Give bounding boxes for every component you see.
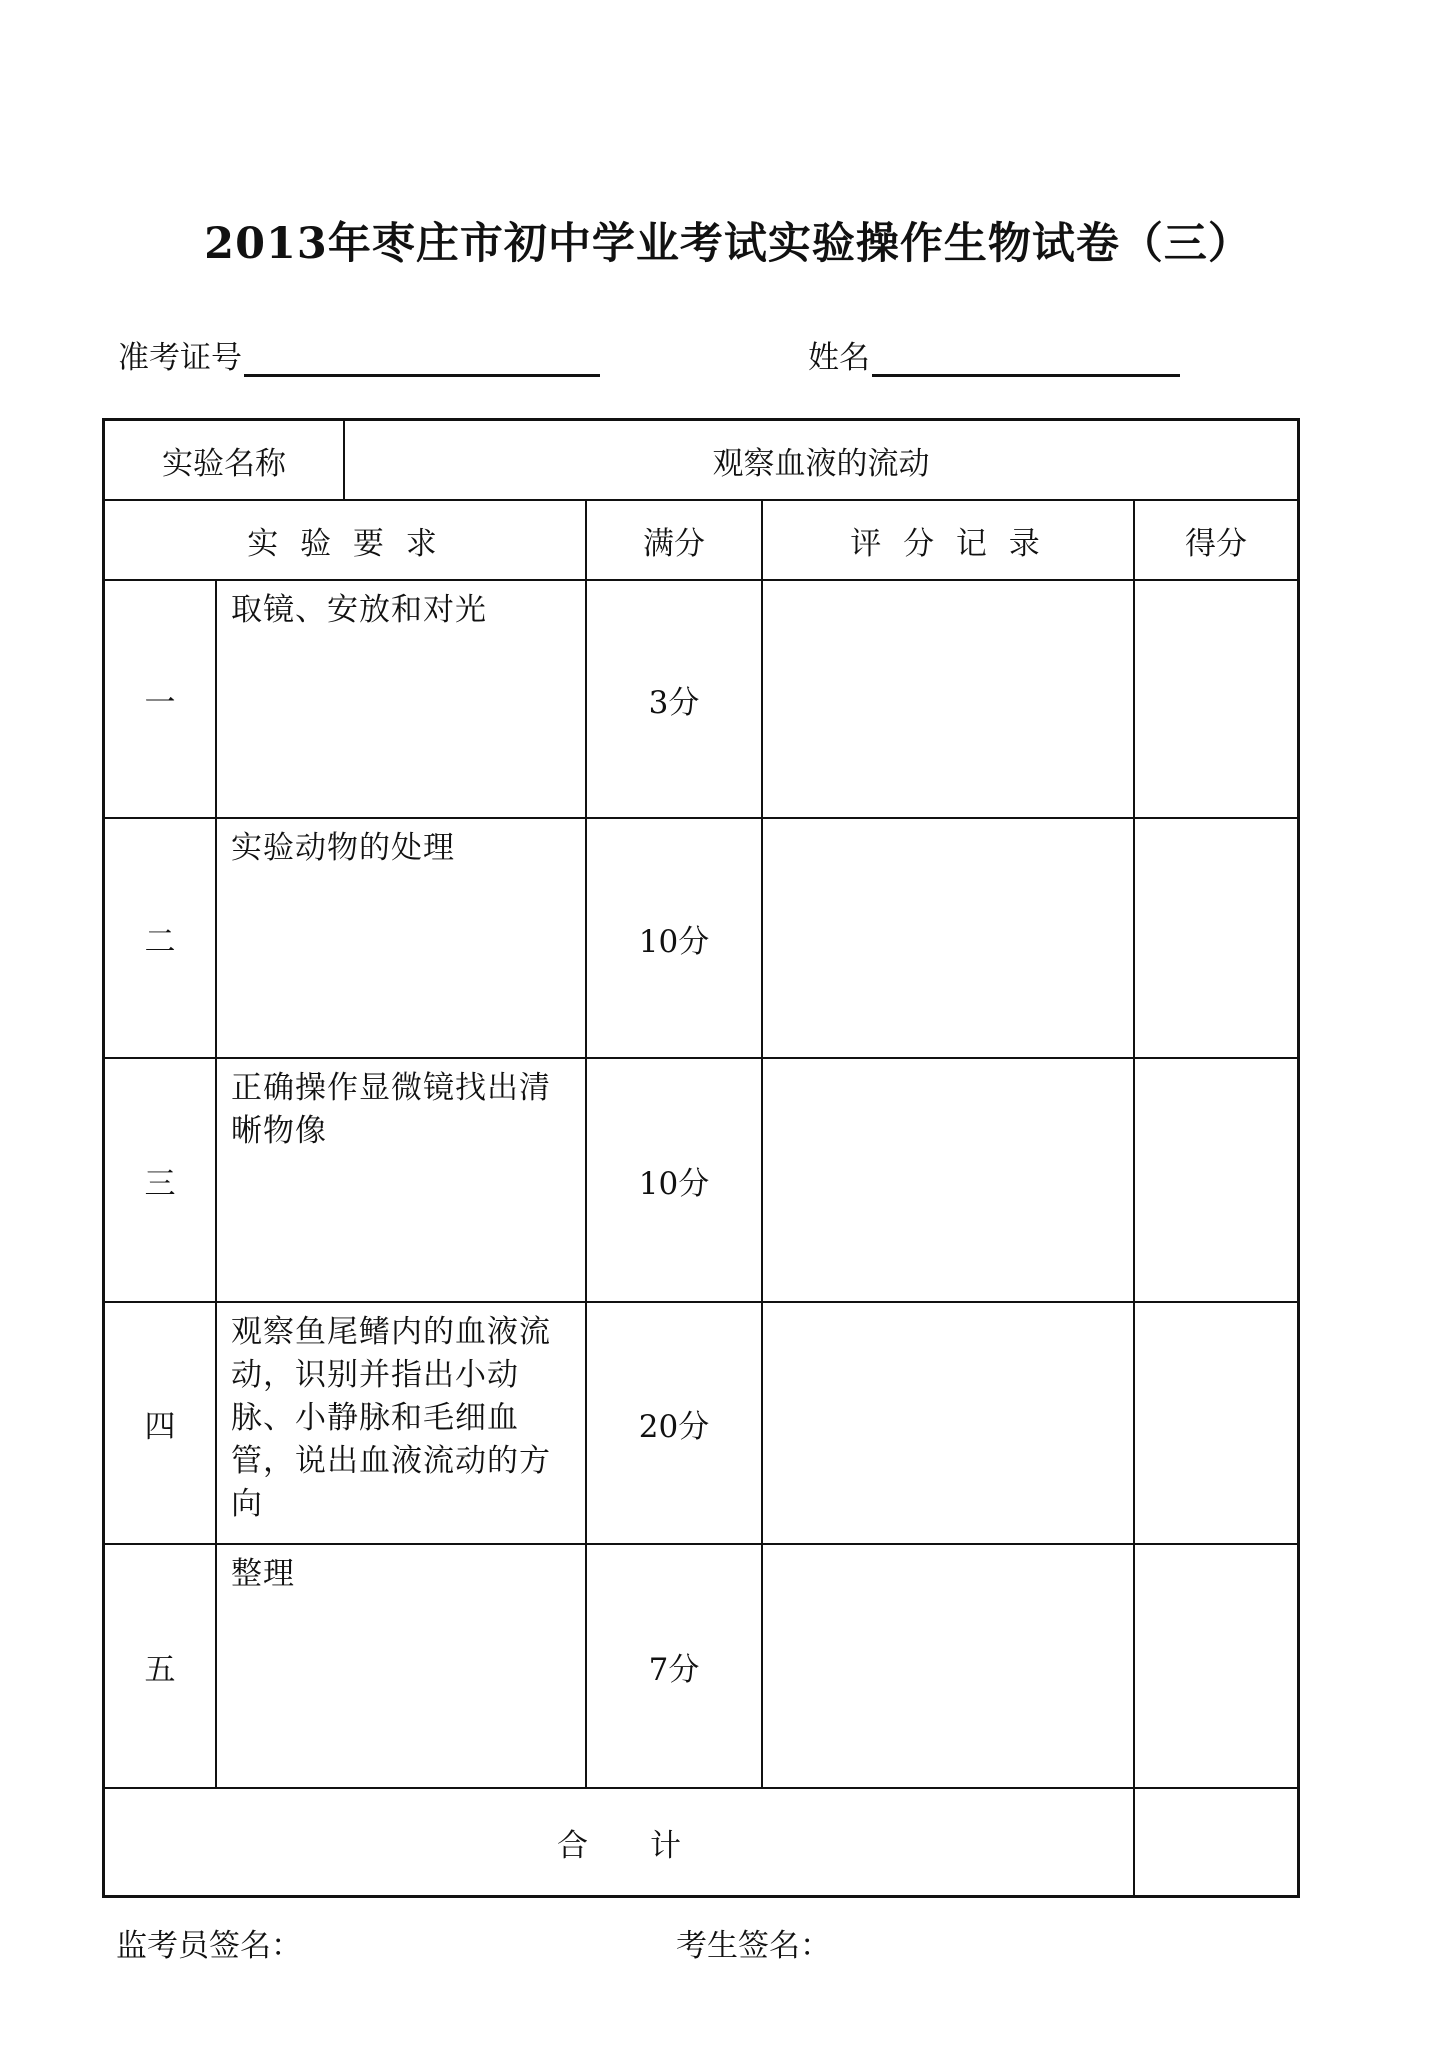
experiment-name-value: 观察血液的流动 (712, 445, 930, 482)
table-row (105, 1545, 1297, 1789)
total-row (105, 1789, 1297, 1895)
experiment-name-row (105, 421, 1297, 501)
name-field[interactable] (808, 332, 1180, 377)
row-full-score: 10分 (587, 1059, 763, 1301)
header-scoring-record: 评 分 记 录 (763, 501, 1135, 579)
page-title: 2013年枣庄市初中学业考试实验操作生物试卷（三） (204, 219, 1252, 269)
exam-id-label: 准考证号 (118, 340, 242, 376)
row-full-score: 7分 (587, 1545, 763, 1787)
row-full-score: 10分 (587, 819, 763, 1057)
row-requirement: 整理 (217, 1545, 587, 1787)
row-requirement: 实验动物的处理 (217, 819, 587, 1057)
row-score[interactable] (1135, 1303, 1297, 1543)
experiment-name-label: 实验名称 (105, 421, 345, 499)
row-index: 五 (105, 1545, 217, 1787)
row-requirement: 正确操作显微镜找出清晰物像 (217, 1059, 587, 1301)
row-full-score: 20分 (587, 1303, 763, 1543)
total-score[interactable] (1135, 1789, 1297, 1895)
row-scoring-record[interactable] (763, 581, 1135, 817)
scoring-table (102, 418, 1300, 1898)
row-scoring-record[interactable] (763, 1059, 1135, 1301)
candidate-signature[interactable]: 考生签名： (676, 1928, 831, 1964)
table-row (105, 1059, 1297, 1303)
exam-id-field[interactable] (118, 332, 600, 377)
row-score[interactable] (1135, 1059, 1297, 1301)
name-label: 姓名 (808, 340, 870, 376)
row-index: 一 (105, 581, 217, 817)
row-index: 三 (105, 1059, 217, 1301)
row-score[interactable] (1135, 581, 1297, 817)
row-requirement: 取镜、安放和对光 (217, 581, 587, 817)
name-blank[interactable] (872, 340, 1180, 377)
row-score[interactable] (1135, 1545, 1297, 1787)
row-index: 四 (105, 1303, 217, 1543)
total-label: 合 计 (105, 1789, 1135, 1895)
proctor-signature[interactable]: 监考员签名： (116, 1928, 302, 1964)
table-row (105, 1303, 1297, 1545)
row-score[interactable] (1135, 819, 1297, 1057)
row-scoring-record[interactable] (763, 1303, 1135, 1543)
exam-id-blank[interactable] (244, 340, 600, 377)
header-score: 得分 (1185, 525, 1247, 562)
row-index: 二 (105, 819, 217, 1057)
row-scoring-record[interactable] (763, 1545, 1135, 1787)
table-header-row (105, 501, 1297, 581)
row-requirement: 观察鱼尾鳍内的血液流动，识别并指出小动脉、小静脉和毛细血管，说出血液流动的方向 (217, 1303, 587, 1543)
header-requirements: 实 验 要 求 (105, 501, 587, 579)
header-full-score: 满分 (587, 501, 763, 579)
table-row (105, 819, 1297, 1059)
row-scoring-record[interactable] (763, 819, 1135, 1057)
row-full-score: 3分 (587, 581, 763, 817)
table-row (105, 581, 1297, 819)
